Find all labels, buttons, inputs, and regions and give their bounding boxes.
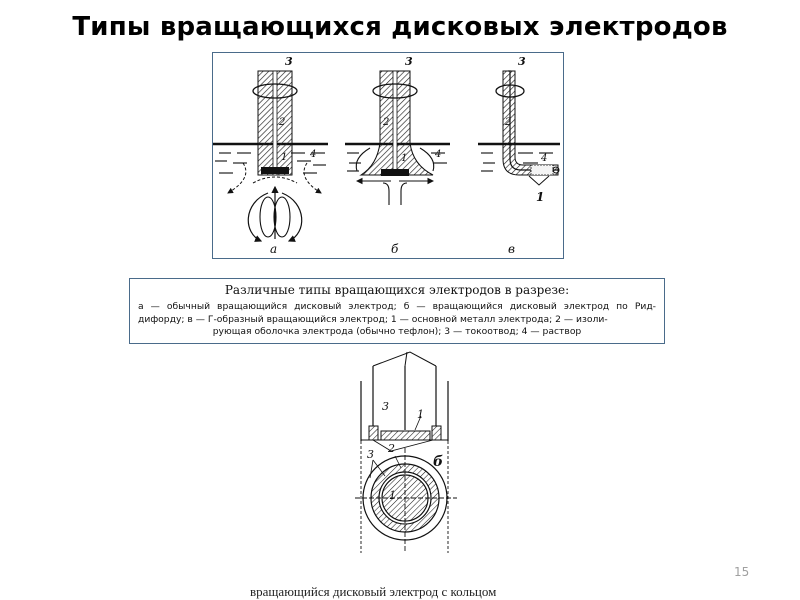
svg-text:4: 4 [435, 149, 442, 160]
svg-text:3: 3 [367, 448, 374, 461]
caption-line-2: дифорду; в — Г-образный вращающийся электрод; 1 — основной металл электрода; 2 — изоли- [138, 313, 608, 325]
svg-text:1: 1 [417, 408, 424, 421]
svg-text:1: 1 [536, 190, 545, 204]
svg-text:4: 4 [310, 149, 317, 160]
bottom-figure-caption: вращающийся дисковый электрод с кольцом [250, 584, 497, 599]
slide-title: Типы вращающихся дисковых электродов [72, 12, 728, 42]
svg-text:1: 1 [281, 152, 288, 163]
ring-disk-electrode-diagram [345, 348, 465, 553]
svg-text:3: 3 [382, 400, 389, 413]
svg-text:2: 2 [505, 117, 512, 128]
svg-text:3: 3 [518, 55, 526, 68]
panel-b [345, 55, 450, 256]
panel-b-label: б [391, 242, 399, 256]
panel-a-label: а [270, 242, 278, 256]
panel-a [213, 55, 328, 256]
ring-disk-electrode-figure [345, 348, 465, 553]
page-number: 15 [734, 565, 750, 579]
svg-text:б: б [433, 454, 444, 470]
svg-text:2: 2 [388, 442, 395, 455]
svg-text:1: 1 [389, 489, 396, 502]
figure-caption-box [129, 278, 665, 344]
caption-heading: Различные типы вращающихся электродов в разрезе: [224, 283, 570, 297]
electrode-types-figure [212, 52, 564, 259]
caption-line-1: а — обычный вращающийся дисковый электрод; б — вращающийся дисковый электрод по Рид- [138, 301, 656, 312]
electrode-cross-sections-diagram [213, 53, 563, 258]
panel-v [478, 55, 560, 256]
svg-text:3: 3 [405, 55, 413, 68]
svg-text:4: 4 [541, 153, 548, 164]
svg-text:1: 1 [401, 153, 408, 164]
caption-body [138, 301, 656, 339]
svg-text:2: 2 [279, 117, 286, 128]
svg-text:3: 3 [285, 55, 293, 68]
caption-line-3: рующая оболочка электрода (обычно тефлон); 3 — токоотвод; 4 — раствор [212, 326, 582, 337]
panel-v-label: в [508, 242, 515, 256]
svg-text:2: 2 [383, 117, 390, 128]
